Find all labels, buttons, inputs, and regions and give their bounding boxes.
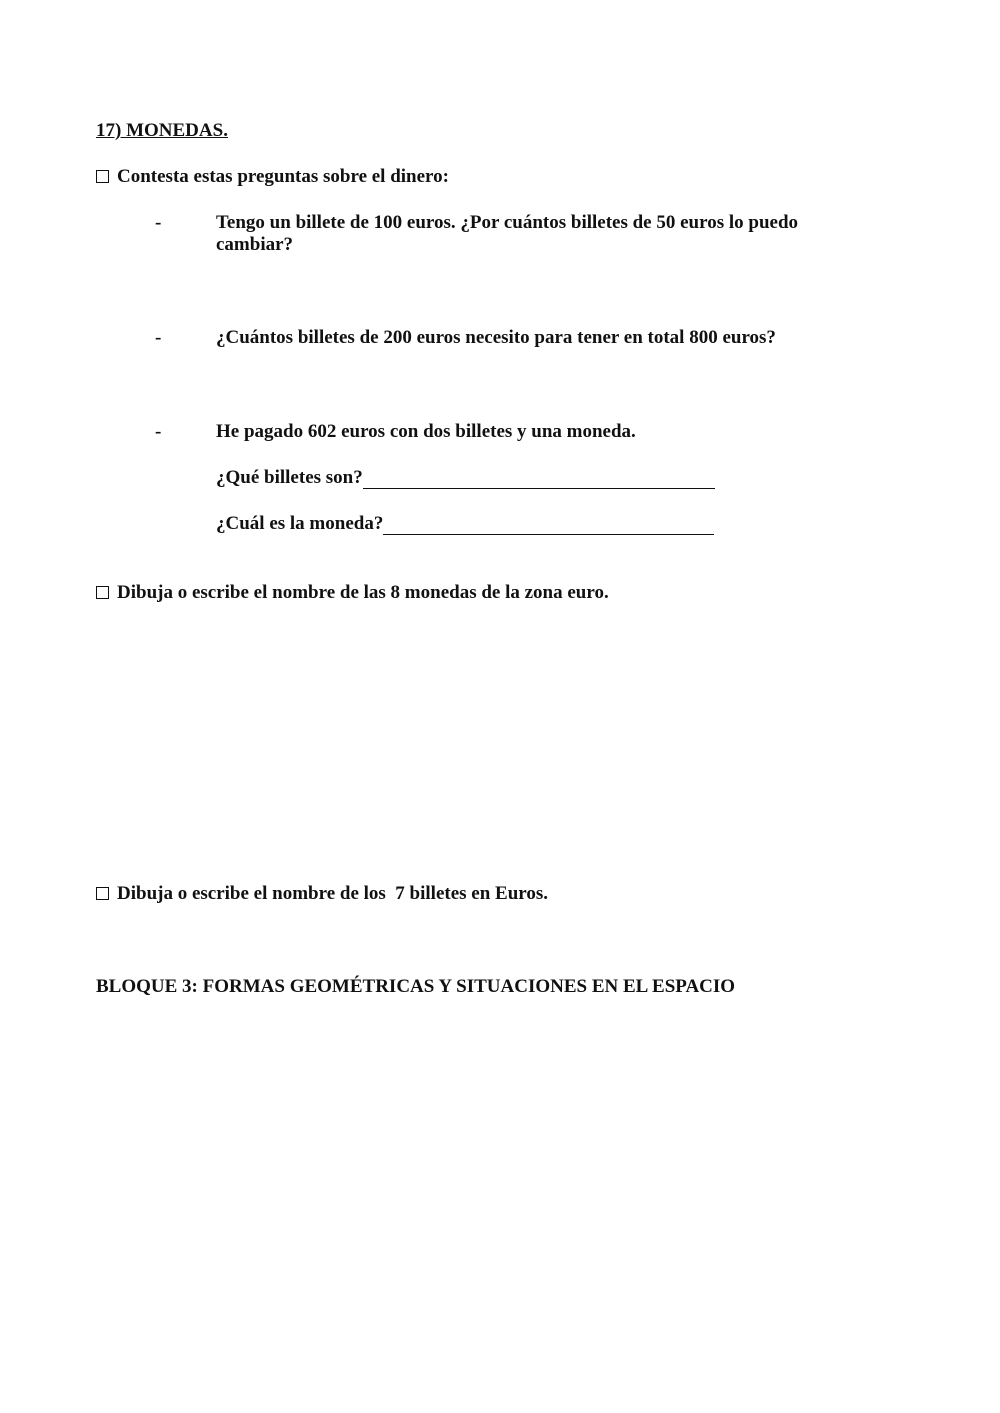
question-1-text: Tengo un billete de 100 euros. ¿Por cuántos billetes de 50 euros lo puedo cambiar? — [216, 212, 799, 255]
answer-blank-bills[interactable] — [363, 470, 715, 489]
instruction-text: Dibuja o escribe el nombre de las 8 monedas de la zona euro. — [117, 582, 609, 603]
instruction-answer-questions — [96, 166, 449, 188]
question-bullet: - — [155, 327, 162, 348]
instruction-text: Dibuja o escribe el nombre de los 7 billetes en Euros. — [117, 883, 549, 904]
question-2-text: ¿Cuántos billetes de 200 euros necesito para tener en total 800 euros? — [216, 327, 776, 348]
answer-blank-coin[interactable] — [383, 516, 714, 535]
sub-question-coin — [216, 513, 714, 535]
block-heading: BLOQUE 3: FORMAS GEOMÉTRICAS Y SITUACIONES EN EL ESPACIO — [96, 976, 736, 997]
instruction-draw-bills — [96, 883, 548, 905]
question-bullet: - — [155, 421, 162, 442]
instruction-text: Contesta estas preguntas sobre el dinero: — [117, 166, 449, 187]
instruction-draw-coins — [96, 582, 609, 604]
checkbox-icon[interactable] — [96, 170, 109, 183]
question-3-text: He pagado 602 euros con dos billetes y una moneda. — [216, 421, 636, 442]
question-bullet: - — [155, 212, 162, 233]
checkbox-icon[interactable] — [96, 887, 109, 900]
section-title: 17) MONEDAS. — [96, 120, 228, 141]
sub-question-bills-label: ¿Qué billetes son? — [216, 467, 363, 488]
sub-question-bills — [216, 467, 715, 489]
sub-question-coin-label: ¿Cuál es la moneda? — [216, 513, 384, 534]
checkbox-icon[interactable] — [96, 586, 109, 599]
